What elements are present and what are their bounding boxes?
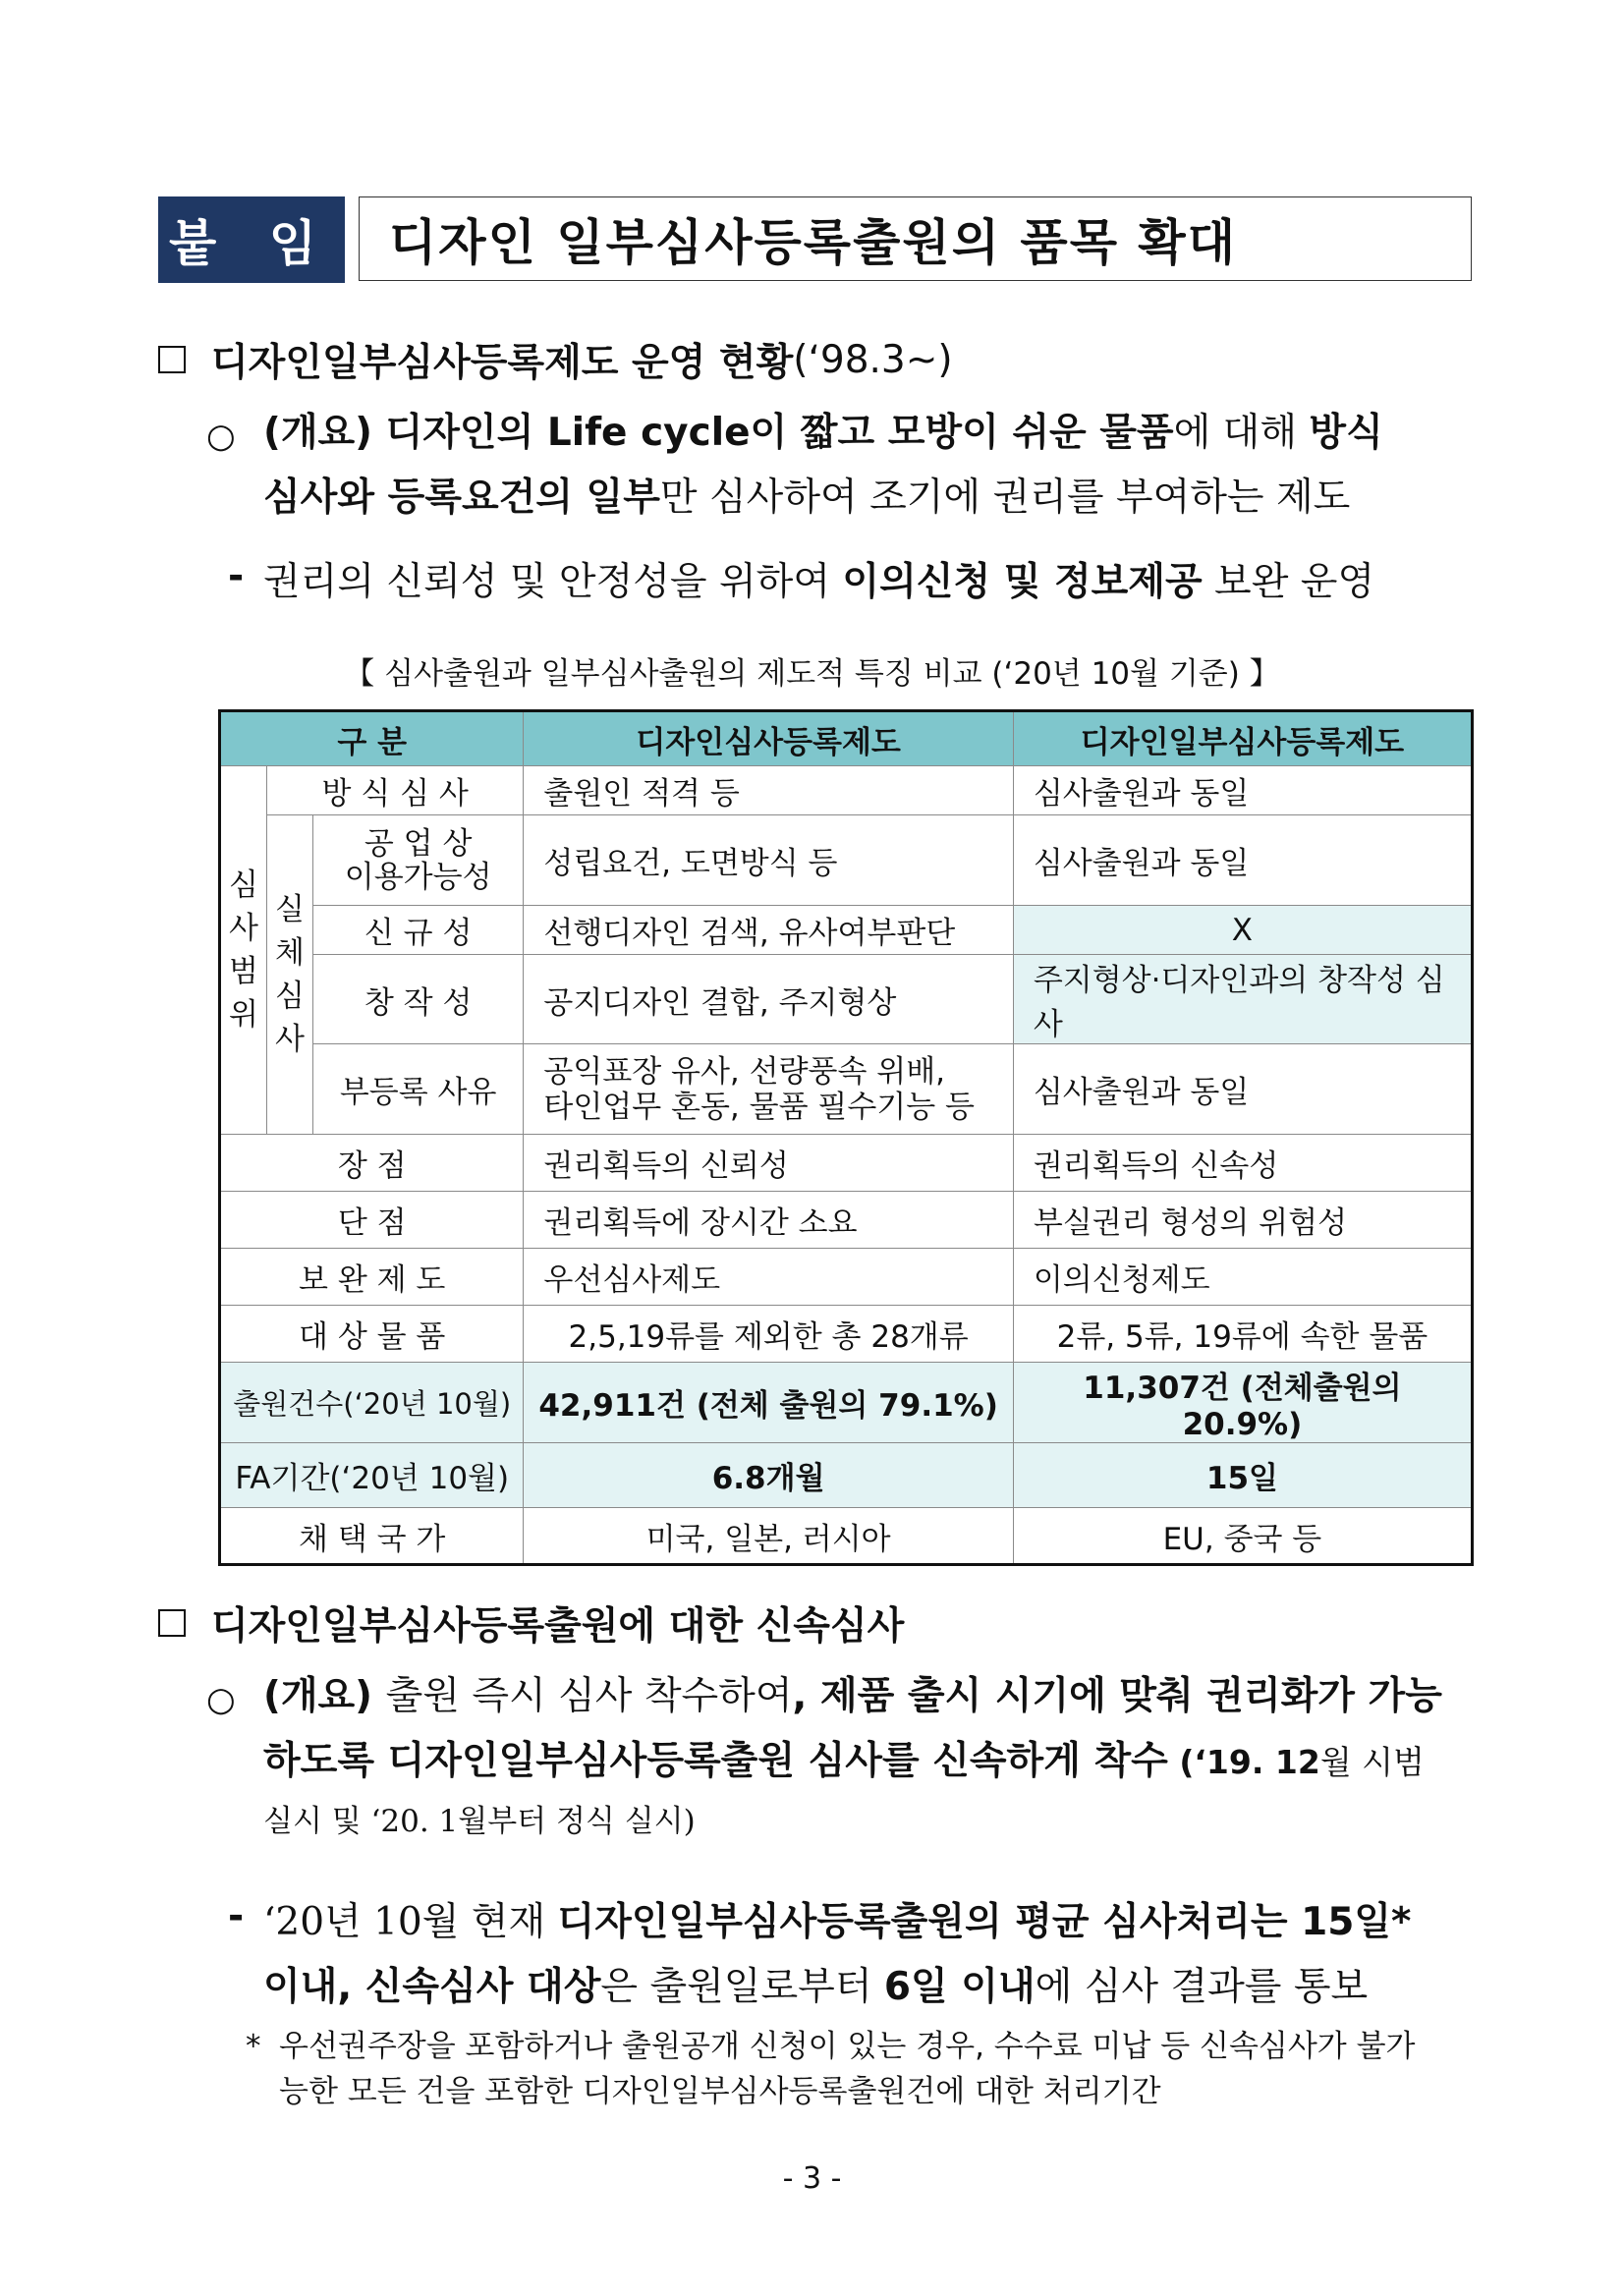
table-caption: 【 심사출원과 일부심사출원의 제도적 특징 비교 (‘20년 10월 기준) 】 [344, 656, 1280, 692]
checkbox-square-icon [158, 346, 186, 373]
overview-line1: (개요) 디자인의 Life cycle이 짧고 모방이 쉬운 물품에 대해 방식 [263, 411, 1383, 455]
table-row: FA기간(‘20년 10월) 6.8개월 15일 [220, 1443, 1473, 1508]
table-row: 실 체 심 사 공 업 상 이용가능성 성립요건, 도면방식 등 심사출원과 동일 [220, 815, 1473, 906]
document-header [158, 196, 1474, 283]
table-row: 대 상 물 품 2,5,19류를 제외한 총 28개류 2류, 5류, 19류에 속한 물품 [220, 1306, 1473, 1363]
section2-heading: 디자인일부심사등록출원에 대한 신속심사 [158, 1596, 904, 1651]
document-title: 디자인 일부심사등록출원의 품목 확대 [359, 196, 1472, 281]
table-row: 신 규 성 선행디자인 검색, 유사여부판단 X [220, 906, 1473, 955]
footnote-asterisk: * [246, 2029, 261, 2064]
table-row: 창 작 성 공지디자인 결합, 주지형상 주지형상·디자인과의 창작성 심사 [220, 955, 1473, 1044]
table-row: 심 사 범 위 방 식 심 사 출원인 적격 등 심사출원과 동일 [220, 766, 1473, 815]
footnote: 우선권주장을 포함하거나 출원공개 신청이 있는 경우, 수수료 미납 등 신속심사가 불가 능한 모든 건을 포함한 디자인일부심사등록출원건에 대한 처리기간 [279, 2029, 1416, 2109]
current-line1: ‘20년 10월 현재 디자인일부심사등록출원의 평균 심사처리는 15일* [263, 1900, 1412, 1944]
header-partial: 디자인일부심사등록제도 [1013, 711, 1472, 766]
overview-line2: 심사와 등록요건의 일부만 심사하여 조기에 권리를 부여하는 제도 [263, 476, 1351, 520]
scope-label: 심 사 범 위 [220, 766, 267, 1135]
section1-overview [263, 401, 1474, 531]
substantive-label: 실 체 심 사 [266, 815, 312, 1135]
header-exam: 디자인심사등록제도 [524, 711, 1013, 766]
table-row: 보 완 제 도 우선심사제도 이의신청제도 [220, 1249, 1473, 1306]
table-row: 채 택 국 가 미국, 일본, 러시아 EU, 중국 등 [220, 1508, 1473, 1565]
current-line2: 이내, 신속심사 대상은 출원일로부터 6일 이내에 심사 결과를 통보 [263, 1965, 1369, 2009]
circle-bullet-icon: ○ [206, 1680, 236, 1719]
header-category: 구 분 [220, 711, 524, 766]
table-row: 장 점 권리획득의 신뢰성 권리획득의 신속성 [220, 1135, 1473, 1192]
section2-current [263, 1890, 1474, 2020]
checkbox-square-icon [158, 1609, 186, 1637]
section2-overview [263, 1664, 1474, 1848]
section1-supplement: 권리의 신뢰성 및 안정성을 위하여 이의신청 및 정보제공 보완 운영 [263, 560, 1375, 604]
table-header-row [220, 711, 1473, 766]
comparison-table [218, 709, 1474, 1566]
table-row: 단 점 권리획득에 장시간 소요 부실권리 형성의 위험성 [220, 1192, 1473, 1249]
page-number: - 3 - [782, 2161, 842, 2196]
table-row: 부등록 사유 공익표장 유사, 선량풍속 위배, 타인업무 혼동, 물품 필수기능 등 심사출원과 동일 [220, 1044, 1473, 1135]
dash-bullet: - [228, 1894, 245, 1938]
table-row: 출원건수(‘20년 10월) 42,911건 (전체 출원의 79.1%) 11,307건 (전체출원의 20.9%) [220, 1363, 1473, 1443]
dash-bullet: - [228, 554, 245, 598]
circle-bullet-icon: ○ [206, 417, 236, 456]
attachment-badge: 붙 임 [158, 196, 345, 283]
overview-line1: (개요) 출원 즉시 심사 착수하여, 제품 출시 시기에 맞춰 권리화가 가능 [263, 1674, 1442, 1718]
section1-heading: 디자인일부심사등록제도 운영 현황 (‘98.3~) [158, 332, 953, 387]
overview-line3: 실시 및 ‘20. 1월부터 정식 실시) [263, 1804, 696, 1839]
overview-line2: 하도록 디자인일부심사등록출원 심사를 신속하게 착수 (‘19. 12월 시범 [263, 1739, 1425, 1783]
